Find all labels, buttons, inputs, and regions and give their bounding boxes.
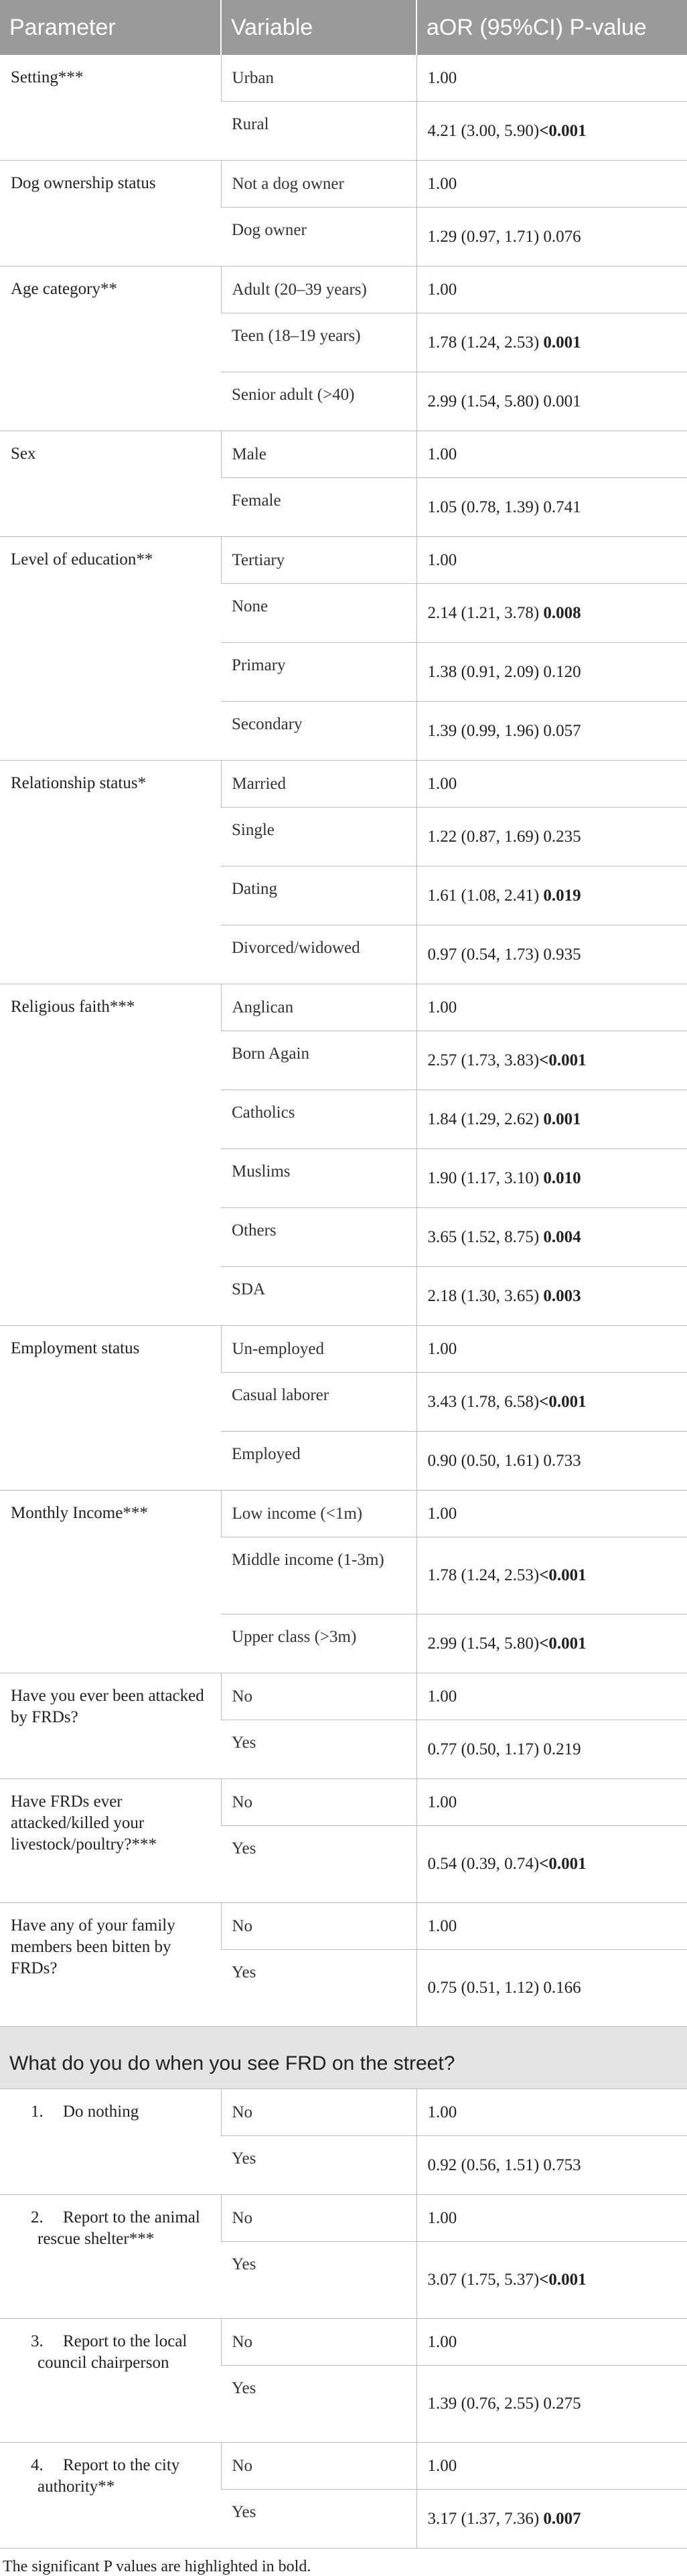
aor-cell <box>416 1779 687 1826</box>
table-row <box>0 1491 687 1537</box>
parameter-cell: Have any of your family members been bitten by FRDs? <box>0 1903 221 2027</box>
table-row <box>0 1326 687 1373</box>
variable-cell: Female <box>221 478 416 537</box>
variable-cell: No <box>221 2195 416 2242</box>
aor-estimate: 3.17 (1.37, 7.36) <box>427 2509 540 2528</box>
table-row <box>0 2319 687 2366</box>
p-value: 0.935 <box>543 945 581 964</box>
variable-cell: Tertiary <box>221 537 416 584</box>
aor-cell <box>416 1149 687 1208</box>
table-body <box>0 55 687 2549</box>
variable-cell: None <box>221 584 416 643</box>
aor-estimate: 3.43 (1.78, 6.58) <box>427 1392 540 1411</box>
aor-estimate: 1.61 (1.08, 2.41) <box>427 886 540 905</box>
p-value-significant: 0.003 <box>543 1286 581 1305</box>
parameter-cell <box>0 2195 221 2319</box>
aor-estimate: 1.39 (0.99, 1.96) <box>427 721 540 740</box>
aor-estimate: 1.00 <box>427 280 457 299</box>
p-value-significant: 0.004 <box>543 1227 581 1246</box>
variable-cell: Upper class (>3m) <box>221 1614 416 1673</box>
variable-cell: No <box>221 1779 416 1826</box>
variable-cell: Adult (20–39 years) <box>221 267 416 313</box>
aor-estimate: 4.21 (3.00, 5.90) <box>427 121 540 140</box>
header-aor: aOR (95%CI) P-value <box>416 0 687 55</box>
aor-estimate: 1.00 <box>427 1504 457 1523</box>
aor-cell <box>416 1432 687 1491</box>
aor-estimate: 0.77 (0.50, 1.17) <box>427 1740 540 1758</box>
header-variable: Variable <box>221 0 416 55</box>
variable-cell: No <box>221 2089 416 2136</box>
aor-estimate: 1.05 (0.78, 1.39) <box>427 498 540 516</box>
variable-cell: Secondary <box>221 702 416 761</box>
aor-cell <box>416 2136 687 2195</box>
parameter-cell <box>0 2089 221 2195</box>
variable-cell: Dating <box>221 866 416 925</box>
table-row <box>0 55 687 102</box>
aor-estimate: 0.54 (0.39, 0.74) <box>427 1855 540 1873</box>
aor-cell <box>416 1267 687 1326</box>
aor-cell <box>416 1903 687 1950</box>
aor-cell <box>416 761 687 808</box>
variable-cell: Anglican <box>221 984 416 1031</box>
aor-cell <box>416 1373 687 1432</box>
variable-cell: Yes <box>221 1720 416 1779</box>
action-number: 3. <box>31 2332 44 2350</box>
aor-cell <box>416 537 687 584</box>
p-value-significant: <0.001 <box>539 121 587 140</box>
p-value-significant: <0.001 <box>539 1392 587 1411</box>
action-label <box>11 2455 214 2498</box>
aor-estimate: 0.92 (0.56, 1.51) <box>427 2155 540 2174</box>
aor-cell <box>416 431 687 478</box>
p-value: 0.741 <box>543 498 581 516</box>
aor-cell <box>416 1208 687 1267</box>
variable-cell: Others <box>221 1208 416 1267</box>
table-row <box>0 1673 687 1720</box>
aor-estimate: 1.00 <box>427 2103 457 2121</box>
aor-cell <box>416 2490 687 2549</box>
variable-cell: SDA <box>221 1267 416 1326</box>
aor-estimate: 1.84 (1.29, 2.62) <box>427 1110 540 1128</box>
variable-cell: Catholics <box>221 1090 416 1149</box>
variable-cell: Divorced/widowed <box>221 925 416 984</box>
p-value-significant: <0.001 <box>539 1051 587 1069</box>
p-value: 0.753 <box>543 2155 581 2174</box>
aor-estimate: 1.78 (1.24, 2.53) <box>427 333 540 352</box>
aor-estimate: 1.00 <box>427 774 457 793</box>
aor-cell <box>416 2366 687 2443</box>
aor-cell <box>416 702 687 761</box>
table-row <box>0 984 687 1031</box>
parameter-cell: Have FRDs ever attacked/killed your livestock/poultry?*** <box>0 1779 221 1903</box>
aor-cell <box>416 643 687 702</box>
section-title: What do you do when you see FRD on the street? <box>0 2027 687 2089</box>
variable-cell: Yes <box>221 2242 416 2319</box>
parameter-cell: Level of education** <box>0 537 221 761</box>
aor-cell <box>416 1826 687 1903</box>
variable-cell: Primary <box>221 643 416 702</box>
aor-cell <box>416 1090 687 1149</box>
p-value: 0.733 <box>543 1451 581 1470</box>
variable-cell: Not a dog owner <box>221 161 416 208</box>
aor-cell <box>416 1491 687 1537</box>
aor-cell <box>416 584 687 643</box>
p-value: 0.219 <box>543 1740 581 1758</box>
aor-estimate: 1.90 (1.17, 3.10) <box>427 1168 540 1187</box>
aor-estimate: 1.00 <box>427 1793 457 1811</box>
section-row <box>0 2027 687 2089</box>
aor-estimate: 1.22 (0.87, 1.69) <box>427 827 540 846</box>
table-row <box>0 161 687 208</box>
variable-cell: Dog owner <box>221 208 416 267</box>
variable-cell: Employed <box>221 1432 416 1491</box>
action-label <box>11 2207 214 2250</box>
aor-estimate: 1.00 <box>427 998 457 1016</box>
variable-cell: Middle income (1-3m) <box>221 1537 416 1614</box>
aor-cell <box>416 984 687 1031</box>
aor-cell <box>416 2089 687 2136</box>
p-value-significant: 0.010 <box>543 1168 581 1187</box>
parameter-cell: Setting*** <box>0 55 221 161</box>
aor-cell <box>416 925 687 984</box>
variable-cell: Casual laborer <box>221 1373 416 1432</box>
p-value-significant: <0.001 <box>539 1634 587 1653</box>
variable-cell: Single <box>221 808 416 866</box>
action-number: 4. <box>31 2456 44 2474</box>
aor-estimate: 0.90 (0.50, 1.61) <box>427 1451 540 1470</box>
p-value: 0.166 <box>543 1979 581 1997</box>
action-number: 2. <box>31 2208 44 2226</box>
table-row <box>0 2089 687 2136</box>
aor-estimate: 1.00 <box>427 2208 457 2227</box>
variable-cell: Yes <box>221 1826 416 1903</box>
variable-cell: Urban <box>221 55 416 102</box>
parameter-cell: Dog ownership status <box>0 161 221 267</box>
aor-cell <box>416 313 687 372</box>
aor-cell <box>416 478 687 537</box>
variable-cell: Yes <box>221 2136 416 2195</box>
aor-cell <box>416 161 687 208</box>
action-text: Report to the local council chairperson <box>37 2332 187 2372</box>
header-parameter: Parameter <box>0 0 221 55</box>
aor-estimate: 1.39 (0.76, 2.55) <box>427 2395 540 2413</box>
aor-estimate: 3.65 (1.52, 8.75) <box>427 1227 540 1246</box>
aor-cell <box>416 2195 687 2242</box>
table-footnote: The significant P values are highlighted in bold. <box>3 2558 311 2575</box>
aor-cell <box>416 372 687 431</box>
action-label <box>11 2101 214 2123</box>
aor-estimate: 1.38 (0.91, 2.09) <box>427 662 540 681</box>
aor-estimate: 2.57 (1.73, 3.83) <box>427 1051 540 1069</box>
parameter-cell: Have you ever been attacked by FRDs? <box>0 1673 221 1779</box>
aor-cell <box>416 55 687 102</box>
p-value: 0.120 <box>543 662 581 681</box>
aor-estimate: 1.00 <box>427 2332 457 2351</box>
action-text: Do nothing <box>63 2103 139 2121</box>
aor-cell <box>416 267 687 313</box>
parameter-cell <box>0 2319 221 2443</box>
aor-cell <box>416 1720 687 1779</box>
parameter-cell: Religious faith*** <box>0 984 221 1326</box>
parameter-cell <box>0 2443 221 2549</box>
p-value-significant: 0.001 <box>543 1110 581 1128</box>
aor-estimate: 3.07 (1.75, 5.37) <box>427 2271 540 2289</box>
parameter-cell: Employment status <box>0 1326 221 1491</box>
variable-cell: Senior adult (>40) <box>221 372 416 431</box>
aor-cell <box>416 1537 687 1614</box>
table-row <box>0 1903 687 1950</box>
p-value: 0.275 <box>543 2395 581 2413</box>
aor-estimate: 2.18 (1.30, 3.65) <box>427 1286 540 1305</box>
variable-cell: Low income (<1m) <box>221 1491 416 1537</box>
aor-estimate: 0.97 (0.54, 1.73) <box>427 945 540 964</box>
p-value: 0.057 <box>543 721 581 740</box>
p-value: 0.235 <box>543 827 581 846</box>
aor-cell <box>416 1614 687 1673</box>
aor-estimate: 1.00 <box>427 1687 457 1706</box>
table-header <box>0 0 687 55</box>
aor-cell <box>416 1031 687 1090</box>
parameter-cell: Age category** <box>0 267 221 431</box>
aor-estimate: 1.78 (1.24, 2.53) <box>427 1566 540 1584</box>
p-value-significant: <0.001 <box>539 1566 587 1584</box>
aor-estimate: 2.99 (1.54, 5.80) <box>427 392 540 410</box>
variable-cell: Teen (18–19 years) <box>221 313 416 372</box>
aor-cell <box>416 2242 687 2319</box>
aor-estimate: 1.00 <box>427 1339 457 1358</box>
aor-cell <box>416 2319 687 2366</box>
aor-cell <box>416 1673 687 1720</box>
p-value: 0.001 <box>543 392 581 410</box>
p-value-significant: 0.001 <box>543 333 581 352</box>
variable-cell: No <box>221 2443 416 2490</box>
aor-cell <box>416 808 687 866</box>
aor-estimate: 1.00 <box>427 68 457 87</box>
aor-cell <box>416 2443 687 2490</box>
parameter-cell: Relationship status* <box>0 761 221 984</box>
aor-estimate: 2.14 (1.21, 3.78) <box>427 603 540 622</box>
action-label <box>11 2331 214 2374</box>
aor-estimate: 2.99 (1.54, 5.80) <box>427 1634 540 1653</box>
aor-estimate: 1.00 <box>427 2456 457 2475</box>
p-value-significant: <0.001 <box>539 1855 587 1873</box>
variable-cell: Married <box>221 761 416 808</box>
variable-cell: No <box>221 1903 416 1950</box>
table-row <box>0 537 687 584</box>
parameter-cell: Sex <box>0 431 221 537</box>
variable-cell: Yes <box>221 2490 416 2549</box>
p-value-significant: <0.001 <box>539 2271 587 2289</box>
variable-cell: Un-employed <box>221 1326 416 1373</box>
parameter-cell: Monthly Income*** <box>0 1491 221 1673</box>
p-value: 0.076 <box>543 227 581 246</box>
p-value-significant: 0.007 <box>543 2509 581 2528</box>
variable-cell: Male <box>221 431 416 478</box>
aor-cell <box>416 1950 687 2027</box>
aor-estimate: 0.75 (0.51, 1.12) <box>427 1979 540 1997</box>
variable-cell: Yes <box>221 2366 416 2443</box>
aor-estimate: 1.00 <box>427 174 457 193</box>
aor-cell <box>416 102 687 161</box>
action-text: Report to the city authority** <box>37 2456 180 2496</box>
aor-cell <box>416 1326 687 1373</box>
table-row <box>0 1779 687 1826</box>
variable-cell: No <box>221 2319 416 2366</box>
p-value-significant: 0.008 <box>543 603 581 622</box>
variable-cell: No <box>221 1673 416 1720</box>
table-row <box>0 2195 687 2242</box>
action-text: Report to the animal rescue shelter*** <box>37 2208 200 2248</box>
variable-cell: Yes <box>221 1950 416 2027</box>
aor-estimate: 1.00 <box>427 1916 457 1935</box>
aor-estimate: 1.00 <box>427 550 457 569</box>
aor-cell <box>416 208 687 267</box>
variable-cell: Rural <box>221 102 416 161</box>
variable-cell: Born Again <box>221 1031 416 1090</box>
p-value-significant: 0.019 <box>543 886 581 905</box>
table-row <box>0 761 687 808</box>
action-number: 1. <box>31 2103 44 2121</box>
table-row <box>0 2443 687 2490</box>
aor-estimate: 1.00 <box>427 445 457 463</box>
aor-cell <box>416 866 687 925</box>
variable-cell: Muslims <box>221 1149 416 1208</box>
table-row <box>0 267 687 313</box>
table-row <box>0 431 687 478</box>
aor-estimate: 1.29 (0.97, 1.71) <box>427 227 540 246</box>
